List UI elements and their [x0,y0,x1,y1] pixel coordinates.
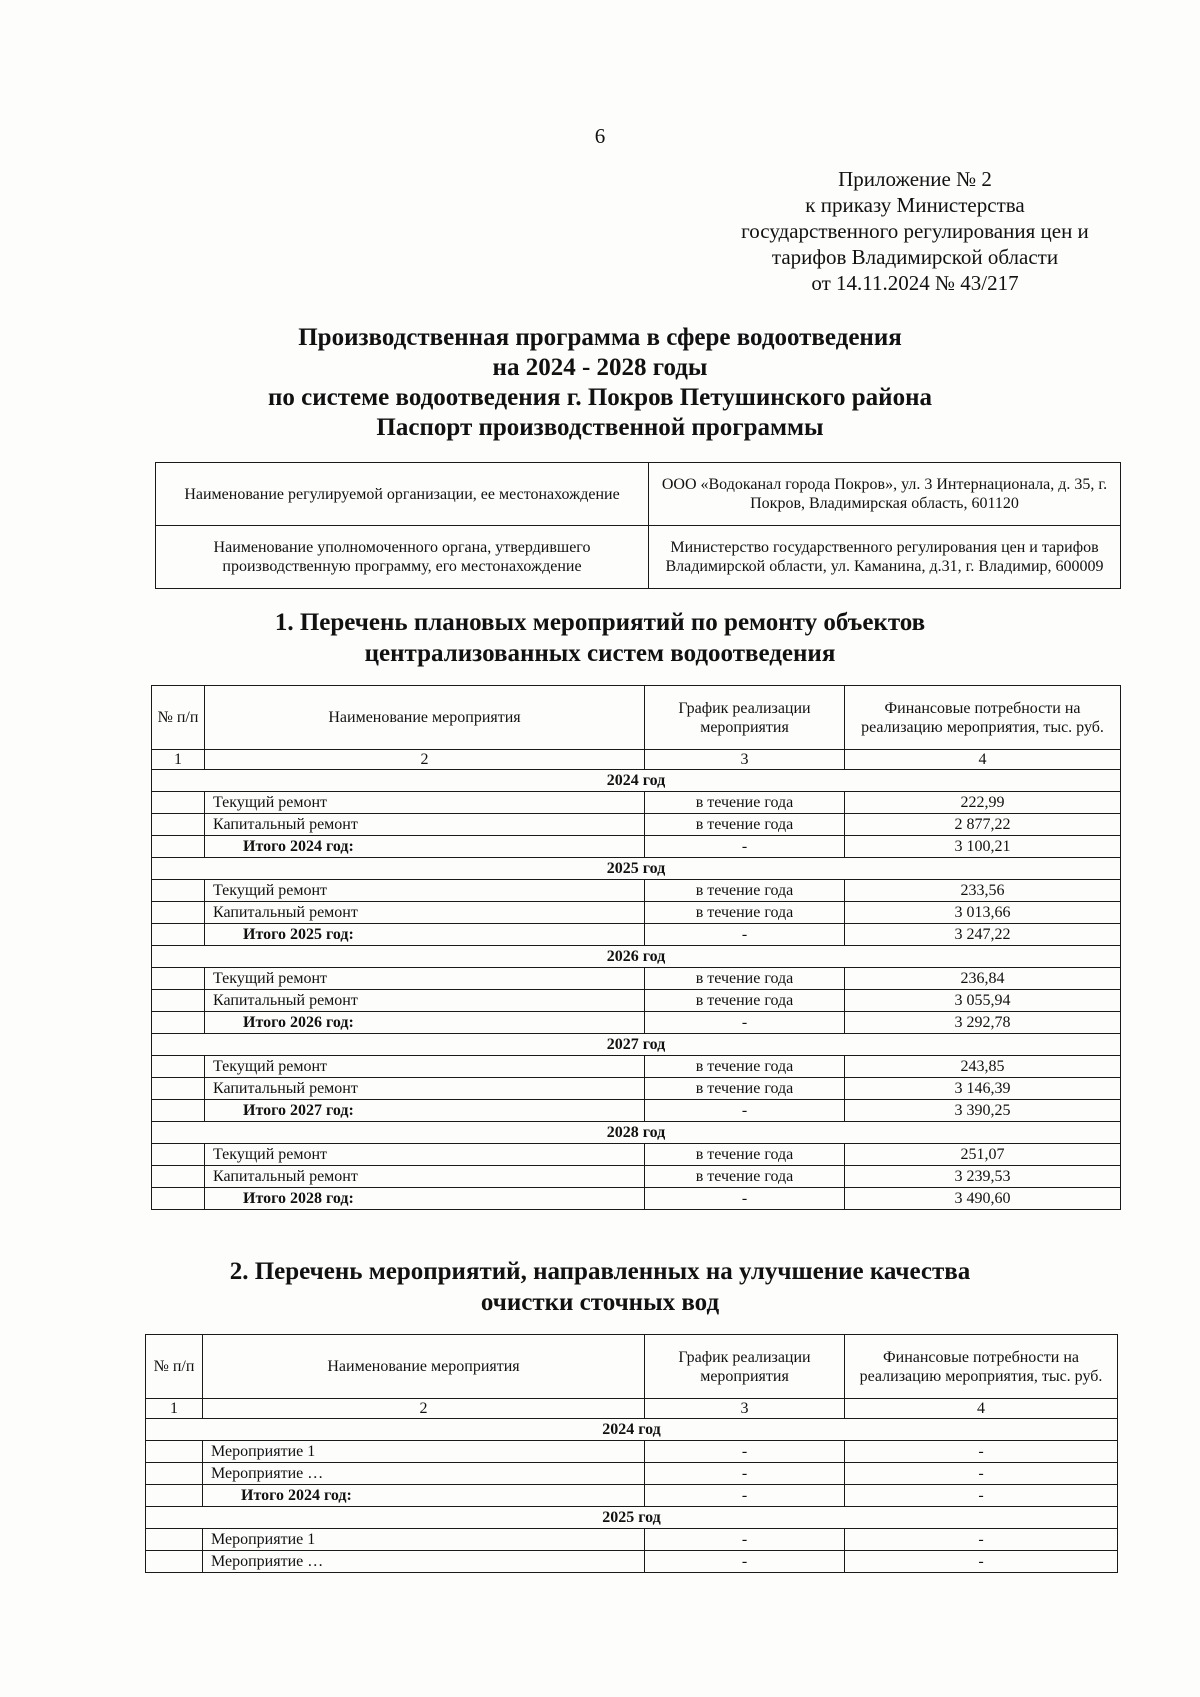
row-schedule: в течение года [645,792,845,814]
header-name: Наименование мероприятия [203,1335,645,1399]
table-row [146,1463,1118,1485]
appendix-line: Приложение № 2 [838,167,992,191]
quality-measures-table [145,1334,1118,1573]
row-name: Текущий ремонт [205,1056,645,1078]
appendix-line: государственного регулирования цен и [741,219,1089,243]
row-num [152,792,205,814]
row-num [152,1056,205,1078]
document-titles [0,323,1200,443]
row-schedule: в течение года [645,814,845,836]
row-schedule: в течение года [645,1056,845,1078]
year-row [152,770,1121,792]
row-name: Капитальный ремонт [205,902,645,924]
row-name: Мероприятие … [203,1463,645,1485]
table-row [152,990,1121,1012]
table-row [152,792,1121,814]
passport-label: Наименование регулируемой организации, ее местонахождение [156,463,649,526]
header-num: № п/п [146,1335,203,1399]
section1-title-line: централизованных систем водоотведения [364,640,836,667]
total-schedule: - [645,1100,845,1122]
total-num [152,1188,205,1210]
column-number: 1 [146,1399,203,1419]
total-num [146,1485,203,1507]
row-finance: 3 055,94 [845,990,1121,1012]
row-finance: 251,07 [845,1144,1121,1166]
row-finance: - [845,1529,1118,1551]
row-name: Капитальный ремонт [205,1166,645,1188]
row-finance: 233,56 [845,880,1121,902]
total-label: Итого 2026 год: [205,1012,645,1034]
row-finance: - [845,1441,1118,1463]
passport-label: Наименование уполномоченного органа, утвердившего производственную программу, его местонахождение [156,526,649,589]
row-num [146,1551,203,1573]
program-period: на 2024 - 2028 годы [492,354,708,381]
table-row [152,1144,1121,1166]
row-name: Текущий ремонт [205,968,645,990]
row-schedule: в течение года [645,880,845,902]
total-schedule: - [645,836,845,858]
row-num [152,968,205,990]
row-name: Мероприятие 1 [203,1529,645,1551]
year-label: 2024 год [146,1419,1118,1441]
year-label: 2027 год [152,1034,1121,1056]
total-finance: 3 292,78 [845,1012,1121,1034]
row-num [152,902,205,924]
column-number-row [152,750,1121,770]
total-label: Итого 2024 год: [203,1485,645,1507]
row-num [146,1441,203,1463]
column-number: 1 [152,750,205,770]
passport-title: Паспорт производственной программы [376,414,824,441]
table-row [146,1551,1118,1573]
row-num [152,1144,205,1166]
year-row [146,1419,1118,1441]
row-finance: - [845,1463,1118,1485]
section1-title-line: 1. Перечень плановых мероприятий по ремонту объектов [274,609,926,636]
passport-row [156,526,1121,589]
row-num [152,1078,205,1100]
row-schedule: - [645,1463,845,1485]
total-row [152,924,1121,946]
total-finance: 3 490,60 [845,1188,1121,1210]
page-number: 6 [594,124,606,148]
table-row [152,1166,1121,1188]
table-row [146,1441,1118,1463]
program-title: Производственная программа в сфере водоотведения [298,324,902,351]
row-num [152,814,205,836]
row-schedule: - [645,1529,845,1551]
row-num [146,1529,203,1551]
row-name: Капитальный ремонт [205,1078,645,1100]
total-label: Итого 2028 год: [205,1188,645,1210]
row-name: Текущий ремонт [205,792,645,814]
year-row [146,1507,1118,1529]
total-finance: - [845,1485,1118,1507]
total-row [152,836,1121,858]
column-number: 2 [203,1399,645,1419]
row-name: Текущий ремонт [205,880,645,902]
row-finance: 243,85 [845,1056,1121,1078]
header-finance: Финансовые потребности на реализацию мероприятия, тыс. руб. [845,686,1121,750]
section2-title-line: очистки сточных вод [480,1289,720,1316]
row-schedule: в течение года [645,1144,845,1166]
row-finance: 2 877,22 [845,814,1121,836]
table-row [152,814,1121,836]
total-num [152,924,205,946]
table-row [152,902,1121,924]
year-row [152,1122,1121,1144]
total-num [152,1012,205,1034]
header-finance: Финансовые потребности на реализацию мероприятия, тыс. руб. [845,1335,1118,1399]
section1-title [0,607,1200,669]
total-schedule: - [645,1485,845,1507]
year-label: 2026 год [152,946,1121,968]
header-schedule: График реализации мероприятия [645,1335,845,1399]
column-number: 3 [645,1399,845,1419]
year-label: 2028 год [152,1122,1121,1144]
total-schedule: - [645,1012,845,1034]
program-system: по системе водоотведения г. Покров Петушинского района [268,384,932,411]
column-number-row [146,1399,1118,1419]
passport-value: ООО «Водоканал города Покров», ул. 3 Интернационала, д. 35, г. Покров, Владимирская область, 601120 [649,463,1121,526]
total-num [152,836,205,858]
header-name: Наименование мероприятия [205,686,645,750]
total-row [146,1485,1118,1507]
total-schedule: - [645,1188,845,1210]
row-name: Текущий ремонт [205,1144,645,1166]
appendix-block [700,166,1130,296]
repair-plan-table [151,685,1121,1210]
row-name: Мероприятие 1 [203,1441,645,1463]
total-finance: 3 390,25 [845,1100,1121,1122]
section2-title [0,1256,1200,1318]
row-finance: 236,84 [845,968,1121,990]
row-num [152,1166,205,1188]
header-num: № п/п [152,686,205,750]
row-num [146,1463,203,1485]
passport-table [155,462,1121,589]
passport-row [156,463,1121,526]
year-label: 2025 год [146,1507,1118,1529]
row-name: Мероприятие … [203,1551,645,1573]
row-schedule: в течение года [645,1078,845,1100]
table-row [152,1056,1121,1078]
row-finance: - [845,1551,1118,1573]
header-row [152,686,1121,750]
total-row [152,1100,1121,1122]
row-schedule: в течение года [645,902,845,924]
table-row [146,1529,1118,1551]
row-schedule: - [645,1441,845,1463]
year-label: 2024 год [152,770,1121,792]
row-num [152,990,205,1012]
row-finance: 3 013,66 [845,902,1121,924]
total-finance: 3 247,22 [845,924,1121,946]
year-label: 2025 год [152,858,1121,880]
year-row [152,946,1121,968]
total-row [152,1012,1121,1034]
total-num [152,1100,205,1122]
table-row [152,968,1121,990]
appendix-line: тарифов Владимирской области [771,245,1059,269]
header-schedule: График реализации мероприятия [645,686,845,750]
row-schedule: в течение года [645,1166,845,1188]
year-row [152,858,1121,880]
column-number: 2 [205,750,645,770]
appendix-line: от 14.11.2024 № 43/217 [811,271,1019,295]
row-finance: 3 239,53 [845,1166,1121,1188]
row-schedule: - [645,1551,845,1573]
row-name: Капитальный ремонт [205,814,645,836]
section2-title-line: 2. Перечень мероприятий, направленных на улучшение качества [229,1258,971,1285]
row-num [152,880,205,902]
row-finance: 3 146,39 [845,1078,1121,1100]
appendix-line: к приказу Министерства [805,193,1025,217]
total-label: Итого 2027 год: [205,1100,645,1122]
year-row [152,1034,1121,1056]
column-number: 4 [845,1399,1118,1419]
total-finance: 3 100,21 [845,836,1121,858]
total-row [152,1188,1121,1210]
table-row [152,880,1121,902]
column-number: 3 [645,750,845,770]
total-label: Итого 2024 год: [205,836,645,858]
total-label: Итого 2025 год: [205,924,645,946]
passport-value: Министерство государственного регулирования цен и тарифов Владимирской области, ул. Каманина, д.31, г. Владимир, 600009 [649,526,1121,589]
row-name: Капитальный ремонт [205,990,645,1012]
row-schedule: в течение года [645,968,845,990]
row-schedule: в течение года [645,990,845,1012]
column-number: 4 [845,750,1121,770]
header-row [146,1335,1118,1399]
table-row [152,1078,1121,1100]
total-schedule: - [645,924,845,946]
row-finance: 222,99 [845,792,1121,814]
